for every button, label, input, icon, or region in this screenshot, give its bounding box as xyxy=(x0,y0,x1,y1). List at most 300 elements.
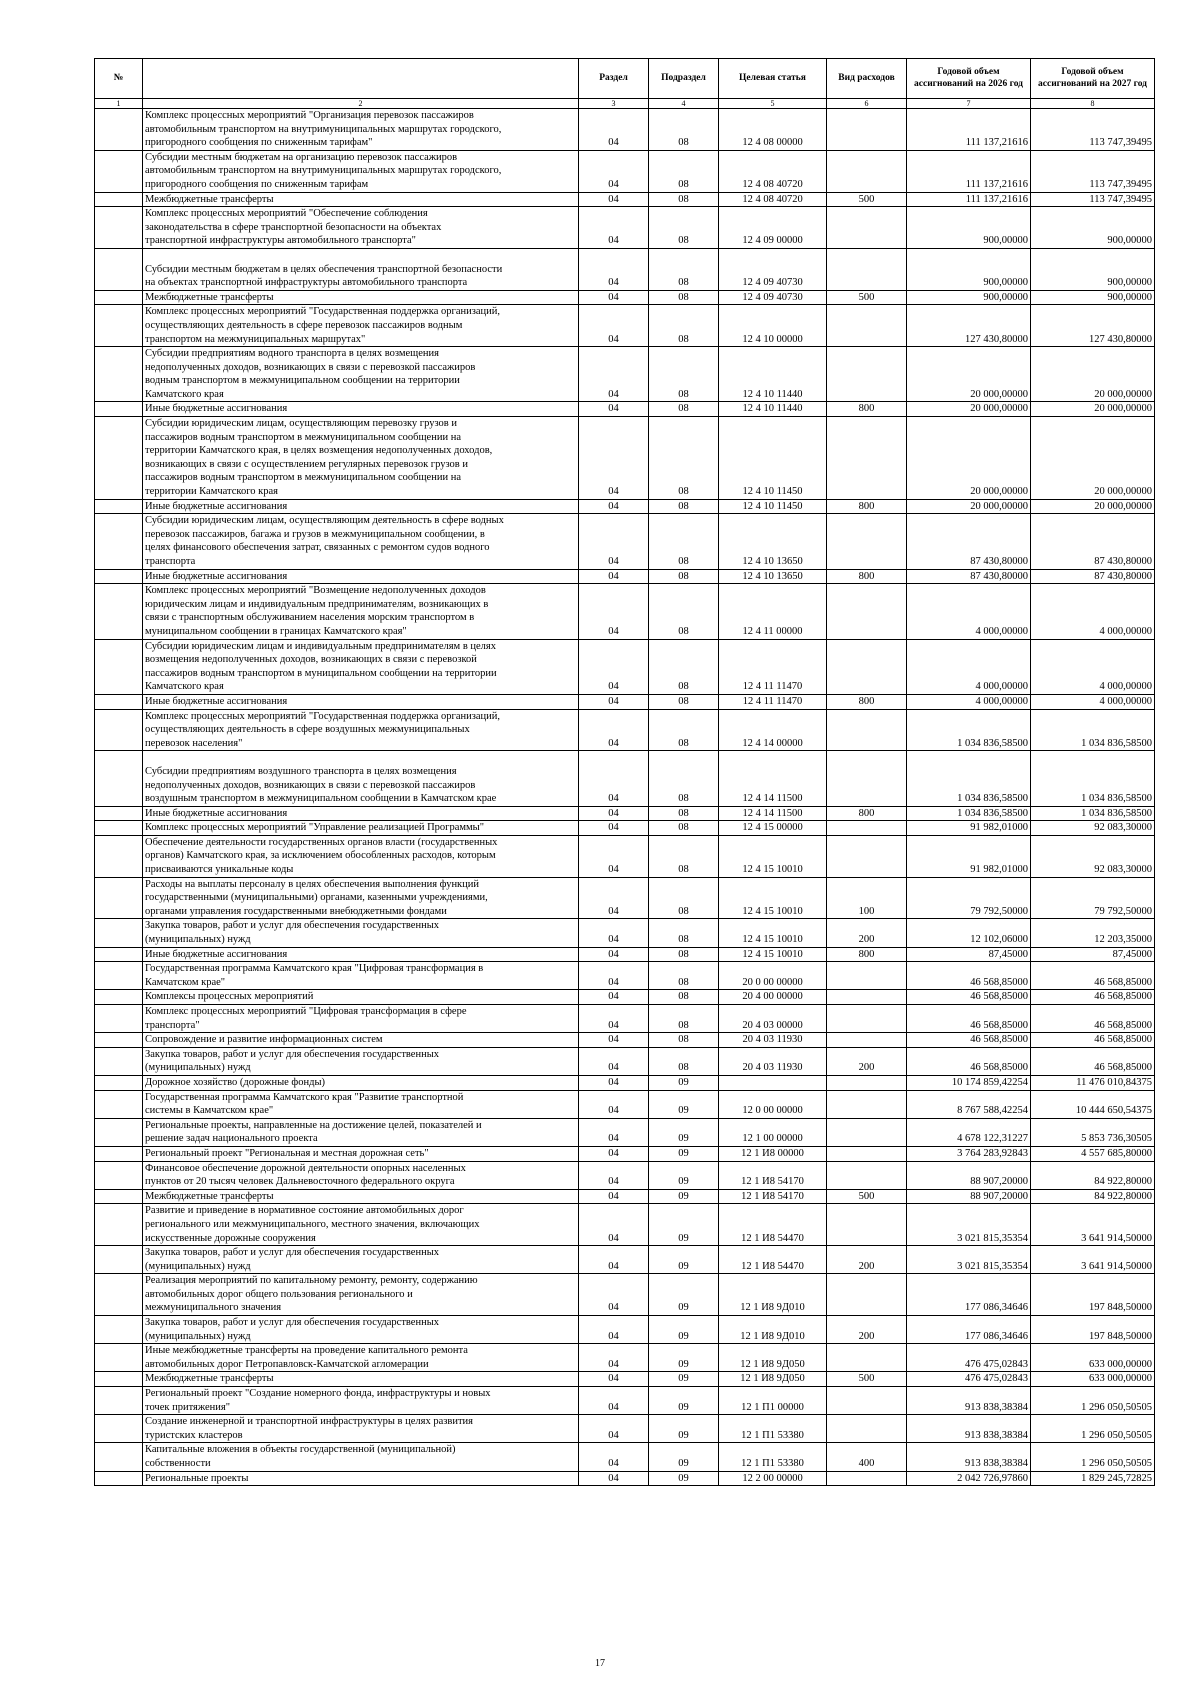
table-row xyxy=(95,192,1155,207)
header-num: № xyxy=(95,59,143,99)
row-section: 04 xyxy=(579,109,649,151)
row-allocation-2027: 92 083,30000 xyxy=(1031,821,1155,836)
table-row xyxy=(95,248,1155,290)
row-name-line: Межбюджетные трансферты xyxy=(145,1190,274,1202)
row-number xyxy=(95,962,143,990)
row-subsection: 09 xyxy=(649,1189,719,1204)
row-number xyxy=(95,709,143,751)
table-row xyxy=(95,877,1155,919)
row-target-article: 12 1 И8 54470 xyxy=(719,1204,827,1246)
row-name-line: Создание инженерной и транспортной инфраструктуры в целях развития xyxy=(145,1416,473,1428)
row-target-article: 12 1 И8 9Д010 xyxy=(719,1316,827,1344)
row-subsection: 09 xyxy=(649,1118,719,1146)
row-section: 04 xyxy=(579,290,649,305)
row-allocation-2026: 20 000,00000 xyxy=(907,499,1031,514)
row-allocation-2027: 113 747,39495 xyxy=(1031,192,1155,207)
row-number xyxy=(95,1344,143,1372)
row-subsection: 08 xyxy=(649,290,719,305)
row-name-line: Иные бюджетные ассигнования xyxy=(145,570,288,582)
row-expense-type xyxy=(827,1204,907,1246)
row-allocation-2026: 20 000,00000 xyxy=(907,417,1031,500)
table-row xyxy=(95,305,1155,347)
row-number xyxy=(95,1387,143,1415)
row-name-line: пассажиров водным транспортом в межмуниципальном сообщении на xyxy=(145,431,461,443)
row-target-article: 12 4 11 11470 xyxy=(719,639,827,694)
row-number xyxy=(95,248,143,290)
row-name xyxy=(143,877,579,919)
row-section: 04 xyxy=(579,1118,649,1146)
header-section: Раздел xyxy=(579,59,649,99)
row-allocation-2027: 127 430,80000 xyxy=(1031,305,1155,347)
row-name-line: транспортом на межмуниципальных маршрутах" xyxy=(145,333,366,345)
row-allocation-2027: 46 568,85000 xyxy=(1031,1047,1155,1075)
row-name-line: органов) Камчатского края, за исключением обособленных расходов, которым xyxy=(145,850,496,862)
row-section: 04 xyxy=(579,919,649,947)
row-expense-type xyxy=(827,1090,907,1118)
row-subsection: 08 xyxy=(649,150,719,192)
row-name-line: автомобильным транспортом на внутримуниципальных маршрутах городского, xyxy=(145,165,502,177)
row-name xyxy=(143,1189,579,1204)
table-row xyxy=(95,919,1155,947)
column-number: 3 xyxy=(579,99,649,109)
row-name xyxy=(143,109,579,151)
row-section: 04 xyxy=(579,751,649,806)
row-section: 04 xyxy=(579,499,649,514)
row-name-line: законодательства в сфере транспортной безопасности на объектах xyxy=(145,221,442,233)
row-expense-type: 100 xyxy=(827,877,907,919)
row-allocation-2027: 1 034 836,58500 xyxy=(1031,751,1155,806)
row-number xyxy=(95,305,143,347)
row-subsection: 09 xyxy=(649,1443,719,1471)
row-name-line: Иные бюджетные ассигнования xyxy=(145,403,288,415)
row-allocation-2027: 46 568,85000 xyxy=(1031,1033,1155,1048)
row-target-article: 12 4 15 00000 xyxy=(719,821,827,836)
row-name xyxy=(143,639,579,694)
row-name-line: Межбюджетные трансферты xyxy=(145,1373,274,1385)
row-name-line: территории Камчатского края xyxy=(145,486,278,498)
row-expense-type: 500 xyxy=(827,1189,907,1204)
row-name-line: пассажиров водным транспортом в муниципальном сообщении на территории xyxy=(145,667,497,679)
row-allocation-2027: 900,00000 xyxy=(1031,207,1155,249)
row-expense-type: 800 xyxy=(827,402,907,417)
row-section: 04 xyxy=(579,150,649,192)
row-number xyxy=(95,1005,143,1033)
row-allocation-2027: 46 568,85000 xyxy=(1031,1005,1155,1033)
row-allocation-2026: 87,45000 xyxy=(907,947,1031,962)
row-name-line: возмещения недополученных доходов, возникающих в связи с перевозкой xyxy=(145,654,477,666)
row-number xyxy=(95,290,143,305)
row-number xyxy=(95,417,143,500)
table-row xyxy=(95,1344,1155,1372)
table-row xyxy=(95,962,1155,990)
table-row xyxy=(95,709,1155,751)
row-section: 04 xyxy=(579,1316,649,1344)
row-allocation-2027: 3 641 914,50000 xyxy=(1031,1246,1155,1274)
row-section: 04 xyxy=(579,1161,649,1189)
row-name-line: возникающих в связи с осуществлением регулярных перевозок грузов и xyxy=(145,458,469,470)
row-section: 04 xyxy=(579,806,649,821)
row-allocation-2027: 1 296 050,50505 xyxy=(1031,1387,1155,1415)
table-row xyxy=(95,1387,1155,1415)
row-allocation-2026: 88 907,20000 xyxy=(907,1189,1031,1204)
row-subsection: 08 xyxy=(649,1005,719,1033)
row-target-article: 12 4 14 00000 xyxy=(719,709,827,751)
table-row xyxy=(95,947,1155,962)
column-number: 4 xyxy=(649,99,719,109)
row-name xyxy=(143,207,579,249)
row-name-line: пригородного сообщения по сниженным тарифам" xyxy=(145,137,373,149)
row-name xyxy=(143,1274,579,1316)
column-number: 5 xyxy=(719,99,827,109)
row-allocation-2026: 3 021 815,35354 xyxy=(907,1204,1031,1246)
row-target-article: 12 4 11 00000 xyxy=(719,584,827,639)
row-allocation-2026: 46 568,85000 xyxy=(907,1047,1031,1075)
row-number xyxy=(95,877,143,919)
row-name-line: решение задач национального проекта xyxy=(145,1133,318,1145)
row-allocation-2026: 10 174 859,42254 xyxy=(907,1075,1031,1090)
row-allocation-2027: 87 430,80000 xyxy=(1031,514,1155,569)
row-expense-type: 800 xyxy=(827,806,907,821)
row-number xyxy=(95,1075,143,1090)
row-name xyxy=(143,751,579,806)
row-subsection: 08 xyxy=(649,499,719,514)
table-row xyxy=(95,402,1155,417)
row-number xyxy=(95,1204,143,1246)
row-name-line xyxy=(145,751,576,765)
table-row xyxy=(95,1161,1155,1189)
row-number xyxy=(95,1316,143,1344)
row-subsection: 08 xyxy=(649,1047,719,1075)
row-number xyxy=(95,1471,143,1486)
row-name xyxy=(143,990,579,1005)
row-allocation-2026: 127 430,80000 xyxy=(907,305,1031,347)
row-name xyxy=(143,499,579,514)
row-name xyxy=(143,1344,579,1372)
row-subsection: 09 xyxy=(649,1274,719,1316)
row-subsection: 08 xyxy=(649,751,719,806)
column-number: 7 xyxy=(907,99,1031,109)
row-expense-type xyxy=(827,962,907,990)
row-allocation-2027: 92 083,30000 xyxy=(1031,835,1155,877)
row-number xyxy=(95,639,143,694)
table-row xyxy=(95,1118,1155,1146)
row-section: 04 xyxy=(579,962,649,990)
row-allocation-2027: 1 829 245,72825 xyxy=(1031,1471,1155,1486)
row-name-line: Региональные проекты xyxy=(145,1472,249,1484)
row-target-article: 12 1 П1 53380 xyxy=(719,1443,827,1471)
row-expense-type xyxy=(827,1161,907,1189)
row-name-line: Субсидии юридическим лицам и индивидуальным предпринимателям в целях xyxy=(145,640,497,652)
row-name-line: Субсидии предприятиям воздушного транспорта в целях возмещения xyxy=(145,765,457,777)
row-allocation-2026: 2 042 726,97860 xyxy=(907,1471,1031,1486)
table-row xyxy=(95,1047,1155,1075)
column-number: 6 xyxy=(827,99,907,109)
row-name-line: Комплекс процессных мероприятий "Государственная поддержка организаций, xyxy=(145,306,501,318)
row-subsection: 08 xyxy=(649,806,719,821)
row-subsection: 08 xyxy=(649,709,719,751)
row-name xyxy=(143,1146,579,1161)
row-subsection: 08 xyxy=(649,990,719,1005)
row-name xyxy=(143,417,579,500)
row-section: 04 xyxy=(579,709,649,751)
row-name xyxy=(143,514,579,569)
row-name-line: Реализация мероприятий по капитальному ремонту, ремонту, содержанию xyxy=(145,1275,478,1287)
row-name-line: автомобильных дорог Петропавловск-Камчатской агломерации xyxy=(145,1358,429,1370)
row-name-line: (муниципальных) нужд xyxy=(145,1062,251,1074)
row-name-line: Финансовое обеспечение дорожной деятельности опорных населенных xyxy=(145,1162,466,1174)
row-allocation-2027: 633 000,00000 xyxy=(1031,1372,1155,1387)
row-name-line: (муниципальных) нужд xyxy=(145,1260,251,1272)
row-allocation-2026: 1 034 836,58500 xyxy=(907,751,1031,806)
row-expense-type: 500 xyxy=(827,192,907,207)
row-name xyxy=(143,1471,579,1486)
row-name-line: органами управления государственными внебюджетными фондами xyxy=(145,905,447,917)
row-expense-type xyxy=(827,821,907,836)
table-row xyxy=(95,1274,1155,1316)
row-allocation-2027: 20 000,00000 xyxy=(1031,417,1155,500)
row-target-article: 12 1 00 00000 xyxy=(719,1118,827,1146)
row-expense-type xyxy=(827,1471,907,1486)
row-allocation-2027: 46 568,85000 xyxy=(1031,962,1155,990)
row-target-article: 12 4 09 40730 xyxy=(719,290,827,305)
row-expense-type xyxy=(827,709,907,751)
row-name-line: государственными (муниципальными) органами, казенными учреждениями, xyxy=(145,892,488,904)
row-section: 04 xyxy=(579,417,649,500)
row-subsection: 08 xyxy=(649,109,719,151)
table-row xyxy=(95,514,1155,569)
table-row xyxy=(95,821,1155,836)
row-target-article: 12 0 00 00000 xyxy=(719,1090,827,1118)
row-expense-type: 500 xyxy=(827,1372,907,1387)
row-section: 04 xyxy=(579,1471,649,1486)
row-name xyxy=(143,1372,579,1387)
row-allocation-2027: 87 430,80000 xyxy=(1031,569,1155,584)
row-name xyxy=(143,1047,579,1075)
row-section: 04 xyxy=(579,1246,649,1274)
row-number xyxy=(95,1274,143,1316)
row-name-line: территории Камчатского края, в целях возмещения недополученных доходов, xyxy=(145,445,493,457)
row-allocation-2027: 84 922,80000 xyxy=(1031,1189,1155,1204)
row-target-article: 12 4 10 11450 xyxy=(719,499,827,514)
row-section: 04 xyxy=(579,1204,649,1246)
row-name-line: перевозок пассажиров, багажа и грузов в межмуниципальном сообщении, в xyxy=(145,528,485,540)
row-allocation-2026: 111 137,21616 xyxy=(907,150,1031,192)
row-expense-type xyxy=(827,207,907,249)
row-target-article: 12 1 И8 54470 xyxy=(719,1246,827,1274)
row-section: 04 xyxy=(579,639,649,694)
row-expense-type xyxy=(827,1005,907,1033)
row-name xyxy=(143,1443,579,1471)
row-allocation-2026: 3 764 283,92843 xyxy=(907,1146,1031,1161)
row-allocation-2027: 3 641 914,50000 xyxy=(1031,1204,1155,1246)
row-allocation-2027: 4 000,00000 xyxy=(1031,584,1155,639)
row-number xyxy=(95,569,143,584)
row-name-line: юридическим лицам и индивидуальным предпринимателям, возникающих в xyxy=(145,598,489,610)
row-allocation-2027: 20 000,00000 xyxy=(1031,347,1155,402)
row-target-article: 12 1 П1 00000 xyxy=(719,1387,827,1415)
row-number xyxy=(95,1443,143,1471)
row-name-line: Межбюджетные трансферты xyxy=(145,291,274,303)
table-row xyxy=(95,1316,1155,1344)
row-target-article: 12 4 10 11450 xyxy=(719,417,827,500)
row-name-line: Региональный проект "Создание номерного фонда, инфраструктуры и новых xyxy=(145,1388,491,1400)
row-allocation-2026: 913 838,38384 xyxy=(907,1443,1031,1471)
row-name xyxy=(143,290,579,305)
row-subsection: 09 xyxy=(649,1344,719,1372)
row-allocation-2027: 1 034 836,58500 xyxy=(1031,709,1155,751)
row-target-article: 20 4 00 00000 xyxy=(719,990,827,1005)
row-name xyxy=(143,694,579,709)
row-name-line: пунктов от 20 тысяч человек Дальневосточного федерального округа xyxy=(145,1176,455,1188)
row-number xyxy=(95,1146,143,1161)
row-target-article: 20 0 00 00000 xyxy=(719,962,827,990)
table-row xyxy=(95,569,1155,584)
header-expense-type: Вид расходов xyxy=(827,59,907,99)
row-name xyxy=(143,1033,579,1048)
table-row xyxy=(95,639,1155,694)
row-subsection: 09 xyxy=(649,1075,719,1090)
table-row xyxy=(95,1471,1155,1486)
row-name-line: Комплексы процессных мероприятий xyxy=(145,991,314,1003)
row-target-article: 12 1 И8 54170 xyxy=(719,1161,827,1189)
row-expense-type xyxy=(827,417,907,500)
row-number xyxy=(95,751,143,806)
row-name xyxy=(143,248,579,290)
row-allocation-2026: 1 034 836,58500 xyxy=(907,709,1031,751)
row-allocation-2026: 20 000,00000 xyxy=(907,402,1031,417)
row-allocation-2026: 900,00000 xyxy=(907,248,1031,290)
row-allocation-2027: 113 747,39495 xyxy=(1031,150,1155,192)
row-section: 04 xyxy=(579,1387,649,1415)
row-allocation-2026: 111 137,21616 xyxy=(907,109,1031,151)
row-name-line: осуществляющих деятельность в сфере воздушных межмуниципальных xyxy=(145,724,470,736)
row-expense-type xyxy=(827,751,907,806)
row-target-article: 12 4 09 40730 xyxy=(719,248,827,290)
row-name-line: связи с транспортным обслуживанием населения морским транспортом в xyxy=(145,612,475,624)
row-name xyxy=(143,1075,579,1090)
row-allocation-2026: 88 907,20000 xyxy=(907,1161,1031,1189)
row-number xyxy=(95,347,143,402)
row-target-article: 12 4 11 11470 xyxy=(719,694,827,709)
row-allocation-2026: 4 678 122,31227 xyxy=(907,1118,1031,1146)
row-name-line: Иные бюджетные ассигнования xyxy=(145,500,288,512)
table-row xyxy=(95,1033,1155,1048)
row-name-line: Обеспечение деятельности государственных органов власти (государственных xyxy=(145,836,498,848)
row-subsection: 08 xyxy=(649,694,719,709)
header-name xyxy=(143,59,579,99)
row-name-line: собственности xyxy=(145,1458,211,1469)
row-subsection: 08 xyxy=(649,569,719,584)
row-allocation-2026: 3 021 815,35354 xyxy=(907,1246,1031,1274)
row-name-line: Комплекс процессных мероприятий "Обеспечение соблюдения xyxy=(145,208,428,220)
row-allocation-2027: 11 476 010,84375 xyxy=(1031,1075,1155,1090)
row-section: 04 xyxy=(579,990,649,1005)
row-subsection: 08 xyxy=(649,835,719,877)
row-subsection: 09 xyxy=(649,1161,719,1189)
row-number xyxy=(95,694,143,709)
row-name-line: пассажиров водным транспортом в межмуниципальном сообщении на xyxy=(145,472,461,484)
row-name xyxy=(143,305,579,347)
row-allocation-2026: 177 086,34646 xyxy=(907,1274,1031,1316)
row-name-line: Сопровождение и развитие информационных систем xyxy=(145,1034,383,1046)
table-row xyxy=(95,1090,1155,1118)
table-row xyxy=(95,1246,1155,1274)
table-header-row xyxy=(95,59,1155,99)
row-allocation-2026: 46 568,85000 xyxy=(907,1033,1031,1048)
row-allocation-2026: 46 568,85000 xyxy=(907,990,1031,1005)
row-expense-type: 400 xyxy=(827,1443,907,1471)
row-target-article: 12 4 14 11500 xyxy=(719,751,827,806)
row-allocation-2027: 12 203,35000 xyxy=(1031,919,1155,947)
row-expense-type: 500 xyxy=(827,290,907,305)
row-allocation-2027: 633 000,00000 xyxy=(1031,1344,1155,1372)
row-allocation-2026: 8 767 588,42254 xyxy=(907,1090,1031,1118)
row-section: 04 xyxy=(579,402,649,417)
row-name-line: Комплекс процессных мероприятий "Цифровая трансформация в сфере xyxy=(145,1006,467,1017)
table-row xyxy=(95,1005,1155,1033)
row-name xyxy=(143,806,579,821)
row-section: 04 xyxy=(579,1005,649,1033)
row-name-line: недополученных доходов, возникающих в связи с перевозкой пассажиров xyxy=(145,779,476,791)
row-expense-type: 200 xyxy=(827,1246,907,1274)
row-section: 04 xyxy=(579,835,649,877)
table-row xyxy=(95,1372,1155,1387)
row-expense-type xyxy=(827,835,907,877)
row-subsection: 09 xyxy=(649,1146,719,1161)
row-subsection: 09 xyxy=(649,1387,719,1415)
row-allocation-2027: 10 444 650,54375 xyxy=(1031,1090,1155,1118)
row-number xyxy=(95,1372,143,1387)
row-subsection: 08 xyxy=(649,248,719,290)
row-name-line: системы в Камчатском крае" xyxy=(145,1105,274,1117)
row-name xyxy=(143,1090,579,1118)
row-allocation-2026: 20 000,00000 xyxy=(907,347,1031,402)
row-allocation-2027: 1 034 836,58500 xyxy=(1031,806,1155,821)
row-name-line: Закупка товаров, работ и услуг для обеспечения государственных xyxy=(145,1048,440,1060)
row-name xyxy=(143,1161,579,1189)
row-target-article: 12 4 10 00000 xyxy=(719,305,827,347)
row-name-line: автомобильным транспортом на внутримуниципальных маршрутах городского, xyxy=(145,123,502,135)
row-section: 04 xyxy=(579,877,649,919)
row-allocation-2026: 4 000,00000 xyxy=(907,694,1031,709)
row-allocation-2026: 4 000,00000 xyxy=(907,584,1031,639)
row-number xyxy=(95,150,143,192)
row-section: 04 xyxy=(579,1415,649,1443)
row-section: 04 xyxy=(579,569,649,584)
row-name-line: присваиваются уникальные коды xyxy=(145,864,294,876)
row-name-line xyxy=(145,249,576,263)
row-section: 04 xyxy=(579,192,649,207)
row-target-article: 12 4 10 13650 xyxy=(719,514,827,569)
row-name-line: Расходы на выплаты персоналу в целях обеспечения выполнения функций xyxy=(145,878,480,890)
row-expense-type: 200 xyxy=(827,1316,907,1344)
row-expense-type xyxy=(827,150,907,192)
row-name-line: Региональный проект "Региональная и местная дорожная сеть" xyxy=(145,1147,429,1159)
row-target-article: 12 4 14 11500 xyxy=(719,806,827,821)
column-number: 2 xyxy=(143,99,579,109)
row-name-line: Межбюджетные трансферты xyxy=(145,193,274,205)
row-name xyxy=(143,962,579,990)
table-row xyxy=(95,1204,1155,1246)
row-allocation-2027: 4 000,00000 xyxy=(1031,639,1155,694)
row-subsection: 09 xyxy=(649,1090,719,1118)
row-number xyxy=(95,1118,143,1146)
row-name-line: транспортной инфраструктуры автомобильного транспорта" xyxy=(145,235,416,247)
row-name-line: Субсидии юридическим лицам, осуществляющим деятельность в сфере водных xyxy=(145,515,504,527)
row-target-article: 20 4 03 11930 xyxy=(719,1047,827,1075)
row-subsection: 08 xyxy=(649,877,719,919)
row-target-article: 12 4 15 10010 xyxy=(719,947,827,962)
